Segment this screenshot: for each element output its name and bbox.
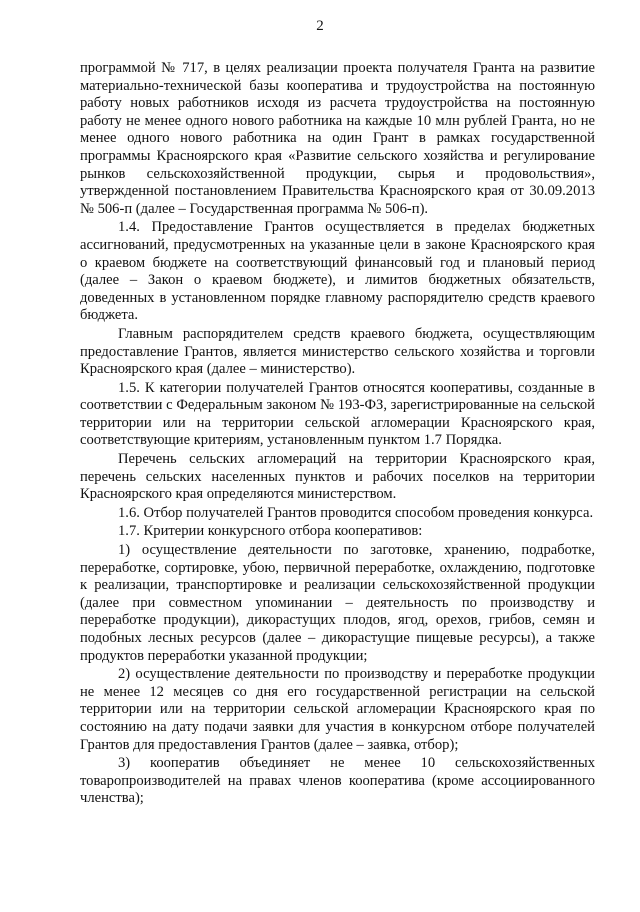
page-number: 2 [316, 18, 324, 34]
paragraph-1-6: 1.6. Отбор получателей Грантов проводится способом проведения конкурса. [118, 504, 594, 521]
paragraph-agglomerations-list: Перечень сельских агломераций на территории Красноярского края, перечень сельских населенных пунктов и рабочих поселков на территории Красноярского края определяются министерством. [80, 451, 595, 503]
paragraph-main-distributor: Главным распорядителем средств краевого бюджета, осуществляющим предоставление Грантов, является министерство сельского хозяйства и торговли Красноярского края (далее – министерство). [80, 325, 595, 378]
paragraph-1-4: 1.4. Предоставление Грантов осуществляется в пределах бюджетных ассигнований, предусмотренных на указанные цели в законе Красноярского края о краевом бюджете на соответствующий финансовый год и плановый период (далее – Закон о краевом бюджете), и лимитов бюджетных обязательств, доведенных в установленном порядке главному распорядителю средств краевого бюджета. [80, 219, 595, 324]
paragraph-1-7: 1.7. Критерии конкурсного отбора кооперативов: [118, 523, 423, 540]
criterion-2: 2) осуществление деятельности по производству и переработке продукции не менее 12 месяцев со дня его государственной регистрации на сельской территории или на территории сельской агломерации Красноярского края по состоянию на дату подачи заявки для участия в конкурсном отборе получателей Грантов для предоставления Грантов (далее – заявка, отбор); [80, 666, 595, 753]
paragraph-continuation: программой № 717, в целях реализации проекта получателя Гранта на развитие материально-технической базы кооператива и трудоустройства на постоянную работу новых работников исходя из расчета трудоустройства на постоянную работу не менее одного нового работника на каждые 10 млн рублей Гранта, но не менее одного нового работника на один Грант в рамках государственной программы Красноярского края «Развитие сельского хозяйства и регулирование рынков сельскохозяйственной продукции, сырья и продовольствия», утвержденной постановлением Правительства Красноярского края от 30.09.2013 № 506-п (далее – Государственная программа № 506-п). [80, 60, 595, 217]
criterion-1: 1) осуществление деятельности по заготовке, хранению, подработке, переработке, сортировке, убою, первичной переработке, охлаждению, подготовке к реализации, транспортировке и реализации сельскохозяйственной продукции (далее при совместном упоминании – деятельность по производству и переработке продукции), дикорастущих плодов, ягод, орехов, грибов, семян и подобных лесных ресурсов (далее – дикорастущие пищевые ресурсы), а также продуктов переработки указанной продукции; [80, 542, 595, 664]
paragraph-1-5: 1.5. К категории получателей Грантов относятся кооперативы, созданные в соответствии с Федеральным законом № 193-ФЗ, зарегистрированные на сельской территории или на территории сельской агломерации Красноярского края, соответствующие критериям, установленным пунктом 1.7 Порядка. [80, 379, 595, 449]
criterion-3: 3) кооператив объединяет не менее 10 сельскохозяйственных товаропроизводителей на правах членов кооператива (кроме ассоциированного членства); [80, 755, 595, 807]
document-body [80, 60, 595, 809]
